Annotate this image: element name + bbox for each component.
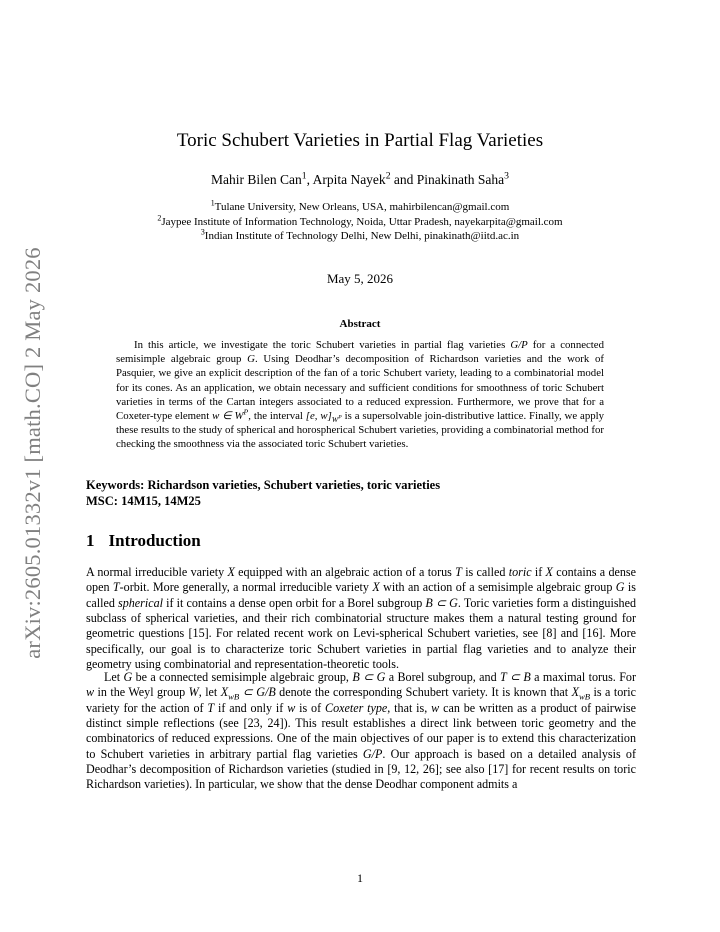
affiliation xyxy=(0,229,720,244)
affiliation xyxy=(0,212,720,230)
affiliation-mark: 2 xyxy=(157,212,162,222)
section-number: 1 xyxy=(86,531,95,550)
keywords-block xyxy=(86,478,646,509)
body-paragraph: A normal irreducible variety X equipped with an algebraic action of a torus T is called toric if X contains a dense open T-orbit. More generally, a normal irreducible variety X with an action of a semisimple algebraic group G is called spherical if it contains a dense open orbit for a Borel subgroup B ⊂ G. Toric varieties form a distinguished subclass of spherical varieties, and their rich combinatorial structure makes them a natural testing ground for geometric questions [15]. For related recent work on Levi-spherical Schubert varieties, see [8] and [16]. More specifically, our goal is to characterize toric Schubert varieties in partial flag varieties and to analyze their geometry using combinatorial and representation-theoretic tools. xyxy=(86,565,636,672)
author-name: Arpita Nayek xyxy=(312,172,386,187)
affiliation xyxy=(0,200,720,215)
abstract-heading: Abstract xyxy=(339,318,381,330)
keywords-line: Keywords: Richardson varieties, Schubert varieties, toric varieties xyxy=(86,478,441,492)
page-number: 1 xyxy=(357,871,363,885)
author-affiliation-mark: 3 xyxy=(504,170,510,182)
affiliation-text: Jaypee Institute of Information Technology, Noida, Uttar Pradesh, nayekarpita@gmail.com xyxy=(161,215,563,228)
author-name: Pinakinath Saha xyxy=(416,172,505,187)
section-heading xyxy=(86,531,201,551)
affiliation-list xyxy=(0,200,720,244)
arxiv-identifier: arXiv:2605.01332v1 [math.CO] 2 May 2026 xyxy=(20,247,46,659)
paper-date: May 5, 2026 xyxy=(326,271,394,286)
body-paragraph: Let G be a connected semisimple algebraic group, B ⊂ G a Borel subgroup, and T ⊂ B a maximal torus. For w in the Weyl group W, let $X_{wB}$ ⊂ G/B denote the corresponding Schubert variety. It is known that $X_{wB}$ is a toric variety for the action of T if and only if w is of Coxeter type, that is, w can be written as a product of pairwise distinct simple reflections (see [23, 24]). This result establishes a direct link between toric geometry and the combinatorics of reduced expressions. One of the main objectives of our paper is to extend this characterization to Schubert varieties in arbitrary partial flag varieties G/P. Our approach is based on a detailed analysis of Deodhar’s decomposition of Richardson varieties (studied in [9, 12, 26]; see also [17] for recent results on toric Richardson varieties). In particular, we show that the dense Deodhar component admits a xyxy=(86,670,637,792)
affiliation-text: Tulane University, New Orleans, USA, mahirbilencan@gmail.com xyxy=(214,201,510,213)
section-title: Introduction xyxy=(108,531,201,550)
affiliation-text: Indian Institute of Technology Delhi, New Delhi, pinakinath@iitd.ac.in xyxy=(204,230,520,242)
paper-title: Toric Schubert Varieties in Partial Flag Varieties xyxy=(176,130,544,151)
author-affiliation-mark: 2 xyxy=(385,170,391,182)
affiliation-mark: 3 xyxy=(200,227,205,237)
author-name: Mahir Bilen Can xyxy=(210,172,302,187)
author-list: Mahir Bilen Can$^1$, Arpita Nayek$^2$ and Pinakinath Saha$^3$ xyxy=(210,170,510,187)
author-affiliation-mark: 1 xyxy=(301,170,307,182)
msc-line: MSC: 14M15, 14M25 xyxy=(86,493,201,508)
arxiv-sidebar xyxy=(18,248,48,658)
abstract-text: In this article, we investigate the toric Schubert varieties in partial flag varieties G/P for a connected semisimple algebraic group G. Using Deodhar’s decomposition of Richardson varieties and the work of Pasquier, we give an explicit description of the fan of a toric Schubert variety, leading to a combinatorial model for its cones. As an application, we obtain necessary and sufficient conditions for smoothness of toric Schubert varieties in terms of the Cartan integers associated to a reduced expression. Furthermore, we prove that for a Coxeter-type element w ∈ $W^P$, the interval [e, $w]_{W^P}$ is a supersolvable join-distributive lattice. Finally, we apply these results to the study of spherical and horospherical Schubert varieties, providing a combinatorial method for checking the smoothness via the associated toric Schubert varieties. xyxy=(116,339,605,451)
affiliation-mark: 1 xyxy=(210,198,215,208)
